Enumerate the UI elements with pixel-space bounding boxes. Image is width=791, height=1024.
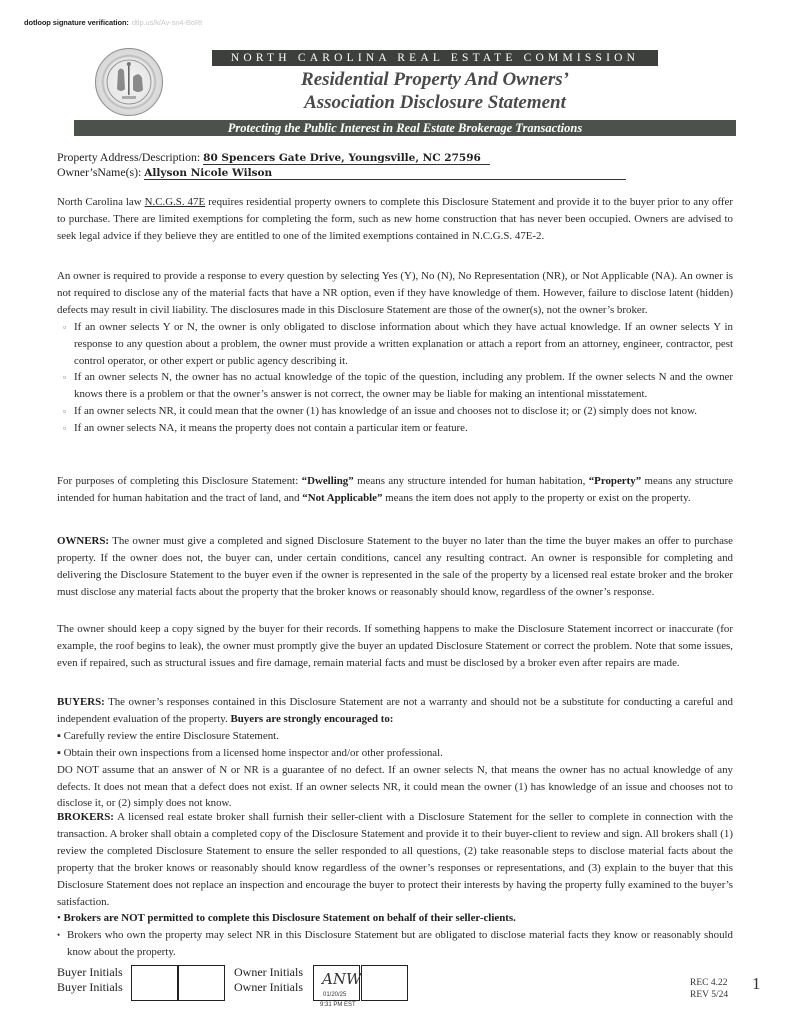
brokers-paragraph: BROKERS: A licensed real estate broker shall furnish their seller-client with a Disclosure Statement for the seller to complete in connection with the transaction. A broker shall obtain a completed copy of the Disclosure Statement and provide it to their buyer-client to review and sign. All brokers shall (1) review the completed Disclosure Statement to ensure the seller responded to all questions, (2) take reasonable steps to disclose material facts about the property that the broker knows or reasonably should know regardless of the owner’s responses or representations, and (3) explain to the buyer that this Disclosure Statement does not replace an inspection and encourage the buyer to protect their interests by having the property fully examined to the buyer’s satisfaction. [57,811,733,908]
buyers-section [57,694,733,812]
ncgs-47e-link[interactable]: N.C.G.S. 47E [144,196,206,208]
revision-date: REV 5/24 [690,990,729,1000]
bullet-item: ▫ If an owner selects Y or N, the owner is only obligated to disclose information about which they have actual knowledge. If an owner selects Y in response to any question about a problem, the owner must provide a written explanation or attach a report from an attorney, engineer, contractor, pest control operator, or other expert or public agency describing it. [63,320,733,367]
buyer-initials-box-2[interactable] [178,965,225,1001]
intro-paragraph [57,194,733,245]
verification-code-link[interactable]: dtlp.us/k/Av-sn4-BoRt [131,18,203,27]
owners-heading: OWNERS: [57,535,110,547]
intro-text-b: requires residential property owners to complete this Disclosure Statement and provide it to the buyer prior to any offer to purchase. There are limited exemptions for completing the form, such as new home construction that has never been occupied. Owners are advised to seek legal advice if they believe they are entitled to one of the limited exemptions contained in N.C.G.S. 47E-2. [57,196,733,242]
owner-initials-labels [234,965,303,995]
buyer-bullet: ▪ Obtain their own inspections from a licensed home inspector and/or other professional. [57,746,443,759]
agency-banner: NORTH CAROLINA REAL ESTATE COMMISSION [212,50,658,66]
form-title [212,68,658,114]
brokers-heading: BROKERS: [57,811,114,823]
bullet-icon: ▫ [63,321,67,332]
definitions-section [57,473,733,507]
property-address-field [57,150,490,165]
dotloop-verification [24,18,202,27]
owner-initials-box-2[interactable] [361,965,408,1001]
property-address-label: Property Address/Description: [57,150,201,164]
buyer-initials-box-1[interactable] [131,965,178,1001]
page-number: 1 [752,974,761,993]
buyer-initials-label-1: Buyer Initials [57,965,123,979]
buyers-warning: DO NOT assume that an answer of N or NR is a guarantee of no defect. If an owner selects N, that means the owner has no actual knowledge of any defects. It does not mean that a defect does not exist. If an owner selects NR, it could mean the owner (1) has knowledge of an issue and chooses not to disclose it, or (2) simply does not know. [57,763,733,810]
owner-initials-box-1[interactable] [313,965,360,1001]
form-revision [690,977,728,1001]
nc-commission-seal-icon [95,48,163,116]
signature-date: 01/20/25 [323,992,347,998]
owner-initials-label-2: Owner Initials [234,980,303,994]
owner-initials-signature: ANW [322,970,362,988]
buyers-paragraph: BUYERS: The owner’s responses contained in this Disclosure Statement are not a warranty and should not be a substitute for conducting a careful and independent evaluation of the property. Buyers are strongly encouraged to: [57,696,733,725]
owners-paragraph-2: The owner should keep a copy signed by the buyer for their records. If something happens to make the Disclosure Statement incorrect or inaccurate (for example, the roof begins to leak), the owner must promptly give the buyer an updated Disclosure Statement or correct the problem. Note that some issues, even if repaired, such as structural issues and fire damage, remain material facts and must be disclosed by a broker even after repairs are made. [57,623,733,669]
owners-section-2 [57,621,733,672]
response-paragraph: An owner is required to provide a response to every question by selecting Yes (Y), No (N), No Representation (NR), or Not Applicable (NA). An owner is not required to disclose any of the material facts that have a NR option, even if they have knowledge of them. However, failure to disclose latent (hidden) defects may result in civil liability. The disclosures made in this Disclosure Statement are those of the owner(s), not the owner’s broker. [57,270,733,316]
form-title-line2: Association Disclosure Statement [304,92,566,113]
bullet-item: ▫ If an owner selects NR, it could mean that the owner (1) has knowledge of an issue and chooses not to disclose it; or (2) simply does not know. [57,403,733,420]
intro-section [57,194,733,245]
buyers-heading: BUYERS: [57,696,105,708]
property-address-value[interactable]: 80 Spencers Gate Drive, Youngsville, NC 27596 [203,152,490,165]
buyers-encouraged: Buyers are strongly encouraged to: [230,712,394,725]
broker-bullet: • Brokers are NOT permitted to complete this Disclosure Statement on behalf of their seller-clients. [57,912,516,925]
signature-time: 9:31 PM EST [320,1002,356,1008]
broker-bullet: • Brokers who own the property may select NR in this Disclosure Statement but are obligated to disclose material facts they know or reasonably should know about the property. [57,929,733,959]
bullet-icon: ▫ [63,372,67,383]
tagline-banner: Protecting the Public Interest in Real Estate Brokerage Transactions [74,120,736,136]
bullet-icon: • [57,930,61,941]
definitions-paragraph: For purposes of completing this Disclosure Statement: “Dwelling” means any structure intended for human habitation, “Property” means any structure intended for human habitation and the tract of land, and “Not Applicable” means the item does not apply to the property or exist on the property. [57,475,734,504]
bullet-item: ▫ If an owner selects N, the owner has no actual knowledge of the topic of the question, including any problem. If the owner selects N and the owner knows there is a problem or that the owner’s answer is not correct, the owner may be liable for making an intentional misstatement. [63,371,733,401]
owner-initials-label-1: Owner Initials [234,965,303,979]
owners-paragraph: OWNERS: The owner must give a completed and signed Disclosure Statement to the buyer no later than the time the buyer makes an offer to purchase property. If the owner does not, the buyer can, under certain conditions, cancel any resulting contract. An owner is responsible for completing and delivering the Disclosure Statement to the buyer even if the owner is represented in the sale of the property by a licensed real estate broker and the broker must disclose any material facts about the property that the broker knows or reasonably should know, regardless of the owner’s response. [57,535,733,598]
form-title-line1: Residential Property And Owners’ [301,69,569,90]
bullet-icon: ▫ [63,406,67,417]
intro-text-a: North Carolina law [57,196,145,208]
verification-label: dotloop signature verification: [24,18,129,27]
buyer-initials-label-2: Buyer Initials [57,980,123,994]
bullet-item: ▫ If an owner selects NA, it means the property does not contain a particular item or feature. [57,420,733,437]
buyer-bullet: ▪ Carefully review the entire Disclosure Statement. [57,729,279,742]
owner-name-value[interactable]: Allyson Nicole Wilson [144,167,626,180]
response-instructions [57,268,733,437]
owner-name-field [57,165,626,180]
form-code: REC 4.22 [690,978,728,988]
brokers-section [57,809,733,961]
bullet-icon: ▫ [63,423,67,434]
buyer-initials-labels [57,965,123,995]
owners-section [57,533,733,601]
owner-name-label: Owner’sName(s): [57,165,142,179]
